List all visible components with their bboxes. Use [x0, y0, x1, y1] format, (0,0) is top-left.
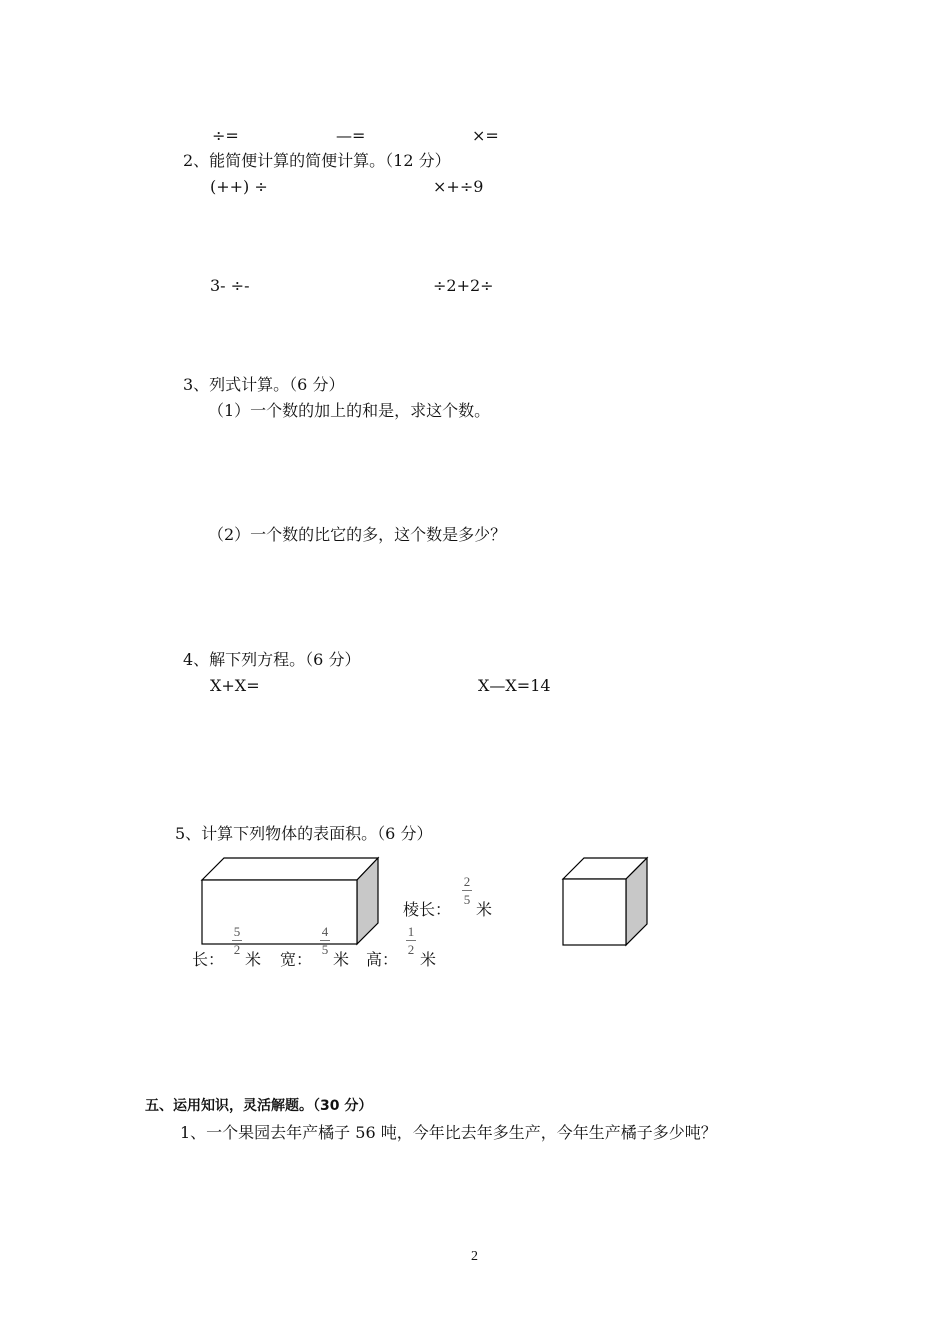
q2-expr-a: (++) ÷ — [210, 177, 268, 196]
width-fraction — [320, 925, 330, 956]
width-unit: 米 — [333, 950, 350, 969]
q1-expr-c: ×= — [472, 126, 499, 145]
length-denominator: 2 — [233, 942, 241, 957]
width-label: 宽： — [280, 950, 313, 969]
cuboid-figure — [195, 852, 385, 952]
height-unit: 米 — [420, 950, 437, 969]
page-number: 2 — [471, 1249, 478, 1264]
q3-item-2: （2）一个数的比它的多，这个数是多少？ — [208, 525, 507, 544]
edge-fraction — [462, 875, 472, 906]
q3-title: 3、列式计算。（6 分） — [183, 375, 345, 394]
height-fraction — [406, 925, 416, 956]
q5-title: 5、计算下列物体的表面积。（6 分） — [175, 824, 433, 843]
q2-title: 2、能简便计算的简便计算。（12 分） — [183, 151, 451, 170]
q3-item-1: （1）一个数的加上的和是，求这个数。 — [208, 401, 491, 420]
cube-front-face — [563, 879, 626, 945]
length-label: 长： — [192, 950, 225, 969]
height-label: 高： — [366, 950, 399, 969]
height-denominator: 2 — [407, 942, 415, 957]
q4-eq-a: X+X= — [210, 676, 260, 695]
q1-expr-a: ÷= — [212, 126, 239, 145]
cuboid-front-face — [202, 880, 357, 944]
cube-figure — [558, 852, 653, 952]
edge-unit: 米 — [476, 900, 493, 919]
problem-1: 1、一个果园去年产橘子 56 吨，今年比去年多生产，今年生产橘子多少吨？ — [180, 1123, 717, 1142]
q2-expr-d: ÷2+2÷ — [433, 276, 494, 295]
q1-expr-b: —= — [336, 126, 366, 145]
cuboid-top-face — [202, 858, 378, 880]
width-numerator: 4 — [321, 924, 329, 939]
section-heading: 五、运用知识，灵活解题。（30 分） — [145, 1098, 373, 1114]
q2-expr-c: 3- ÷- — [210, 276, 250, 295]
q4-title: 4、解下列方程。（6 分） — [183, 650, 361, 669]
height-numerator: 1 — [407, 924, 415, 939]
edge-numerator: 2 — [463, 874, 471, 889]
edge-denominator: 5 — [463, 892, 471, 907]
width-denominator: 5 — [321, 942, 329, 957]
q2-expr-b: ×+÷9 — [433, 177, 484, 196]
length-unit: 米 — [245, 950, 262, 969]
edge-label: 棱长： — [403, 900, 452, 919]
length-fraction — [232, 925, 242, 956]
q4-eq-b: X—X=14 — [478, 676, 551, 695]
length-numerator: 5 — [233, 924, 241, 939]
